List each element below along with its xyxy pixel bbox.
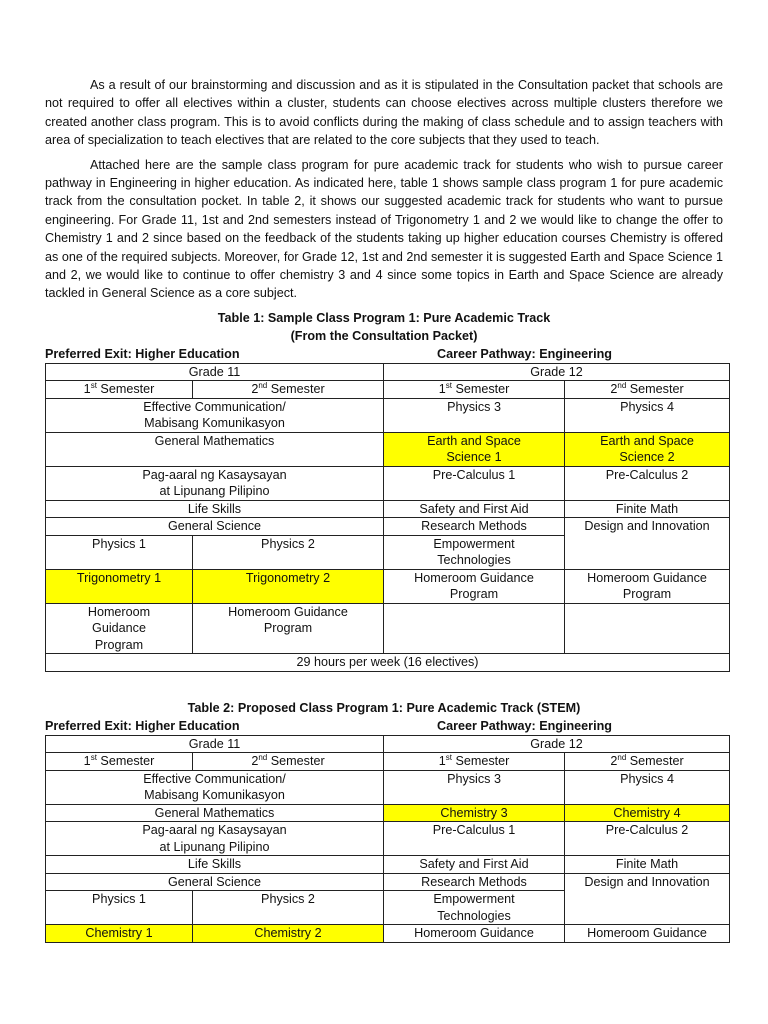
table1-footer: 29 hours per week (16 electives) [46,654,730,672]
subject-cell: Effective Communication/ Mabisang Komunikasyon [46,770,384,804]
subject-cell: Homeroom Guidance [565,925,730,943]
subject-cell: Finite Math [565,500,730,518]
subject-cell: Homeroom Guidance Program [565,569,730,603]
subject-cell: Physics 4 [565,770,730,804]
semester-header: 1st Semester [46,753,193,771]
preferred-exit-label: Preferred Exit: Higher Education [45,718,240,733]
subject-cell: Physics 1 [46,535,193,569]
semester-header: 1st Semester [384,381,565,399]
semester-header: 2nd Semester [565,753,730,771]
subject-cell-highlighted: Chemistry 2 [193,925,384,943]
subject-cell: Design and Innovation [565,518,730,570]
empty-cell [384,603,565,654]
subject-cell-highlighted: Trigonometry 1 [46,569,193,603]
subject-cell: Safety and First Aid [384,856,565,874]
subject-cell: Life Skills [46,856,384,874]
subject-cell: Research Methods [384,518,565,536]
subject-cell-highlighted: Earth and Space Science 2 [565,432,730,466]
grade11-header: Grade 11 [46,735,384,753]
preferred-exit-label: Preferred Exit: Higher Education [45,346,240,361]
subject-cell: Empowerment Technologies [384,891,565,925]
table1-meta [45,345,723,363]
table2-meta [45,717,723,735]
subject-cell: Pre-Calculus 1 [384,822,565,856]
subject-cell: Effective Communication/ Mabisang Komunikasyon [46,398,384,432]
subject-cell: Design and Innovation [565,873,730,925]
subject-cell: Pre-Calculus 2 [565,822,730,856]
subject-cell: Safety and First Aid [384,500,565,518]
subject-cell-highlighted: Trigonometry 2 [193,569,384,603]
table2 [45,735,730,943]
spacer [45,672,723,699]
career-pathway-label: Career Pathway: Engineering [437,346,612,361]
table1-title: Table 1: Sample Class Program 1: Pure Academic Track [217,310,551,325]
subject-cell: Physics 1 [46,891,193,925]
semester-header: 2nd Semester [193,381,384,399]
subject-cell: Physics 4 [565,398,730,432]
table1 [45,363,730,672]
paragraph-attached: Attached here are the sample class program for pure academic track for students who wish to pursue career pathway in Engineering in higher education. As indicated here, table 1 shows sample class program 1 for pure academic track from the consultation pocket. In table 2, it shows our suggested academic track for students who want to pursue engineering. For Grade 11, 1st and 2nd semesters instead of Trigonometry 1 and 2 we would like to change the offer to Chemistry 1 and 2 since based on the feedback of the students taking up higher education courses Chemistry is offered as one of the required subjects. Moreover, for Grade 12, 1st and 2nd semester it is suggested Earth and Space Science 1 and 2, we would like to continue to offer chemistry 3 and 4 since some topics in Earth and Space Science are already tackled in General Science as a core subject. [45,157,723,301]
subject-cell: General Science [46,518,384,536]
subject-cell: Pre-Calculus 1 [384,466,565,500]
subject-cell: Homeroom Guidance Program [193,603,384,654]
table2-title: Table 2: Proposed Class Program 1: Pure Academic Track (STEM) [187,700,581,715]
subject-cell: Empowerment Technologies [384,535,565,569]
subject-cell: Pre-Calculus 2 [565,466,730,500]
subject-cell: Life Skills [46,500,384,518]
table1-subtitle: (From the Consultation Packet) [290,328,478,343]
subject-cell: Physics 3 [384,770,565,804]
subject-cell: Physics 2 [193,891,384,925]
empty-cell [565,603,730,654]
subject-cell: General Mathematics [46,432,384,466]
subject-cell: Pag-aaral ng Kasaysayan at Lipunang Pilipino [46,822,384,856]
subject-cell-highlighted: Chemistry 1 [46,925,193,943]
subject-cell: Homeroom Guidance Program [46,603,193,654]
grade12-header: Grade 12 [384,735,730,753]
semester-header: 1st Semester [384,753,565,771]
semester-header: 2nd Semester [193,753,384,771]
subject-cell-highlighted: Earth and Space Science 1 [384,432,565,466]
subject-cell: Homeroom Guidance [384,925,565,943]
subject-cell: Research Methods [384,873,565,891]
semester-header: 2nd Semester [565,381,730,399]
subject-cell: Finite Math [565,856,730,874]
subject-cell-highlighted: Chemistry 4 [565,804,730,822]
subject-cell: Pag-aaral ng Kasaysayan at Lipunang Pilipino [46,466,384,500]
subject-cell: Physics 2 [193,535,384,569]
subject-cell: General Science [46,873,384,891]
subject-cell: General Mathematics [46,804,384,822]
semester-header: 1st Semester [46,381,193,399]
subject-cell: Physics 3 [384,398,565,432]
subject-cell: Homeroom Guidance Program [384,569,565,603]
grade12-header: Grade 12 [384,363,730,381]
career-pathway-label: Career Pathway: Engineering [437,718,612,733]
paragraph-intro: As a result of our brainstorming and discussion and as it is stipulated in the Consultation packet that schools are not required to offer all electives within a cluster, students can choose electives across multiple clusters therefore we created another class program. This is to avoid conflicts during the making of class schedule and to assign teachers with area of specialization to teach electives that are related to the core subjects that they used to teach. [45,78,723,148]
subject-cell-highlighted: Chemistry 3 [384,804,565,822]
grade11-header: Grade 11 [46,363,384,381]
